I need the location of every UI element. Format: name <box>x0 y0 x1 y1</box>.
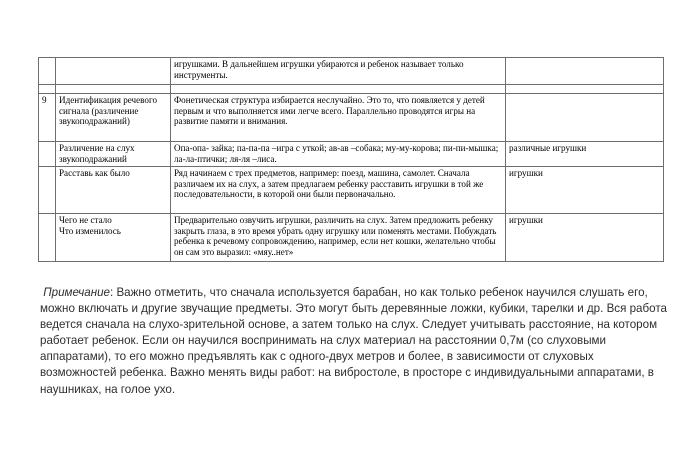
table-row <box>39 85 664 94</box>
note-label: Примечание <box>43 286 110 299</box>
row-number <box>39 214 56 262</box>
lesson-table <box>38 57 664 262</box>
exercise-name <box>56 85 171 94</box>
exercise-description: Ряд начинаем с трех предметов, например: поезд, машина, самолет. Сначала различаем их на слух, а затем предлагаем ребенку расставить игрушки в той же последовательности, в которой они были первоначально. <box>171 167 506 214</box>
exercise-materials: различные игрушки <box>506 142 664 167</box>
exercise-name: Чего не стало Что изменилось <box>56 214 171 262</box>
row-number <box>39 58 56 85</box>
exercise-materials <box>506 85 664 94</box>
row-number <box>39 167 56 214</box>
note-paragraph <box>40 285 672 398</box>
exercise-description <box>171 85 506 94</box>
row-number <box>39 142 56 167</box>
row-number <box>39 85 56 94</box>
table-row <box>39 58 664 85</box>
table-row <box>39 94 664 142</box>
exercise-description: Опа-опа- зайка; па-па-па –игра с уткой; ав-ав –собака; му-му-корова; пи-пи-мышка; ла-ла-птички; ля-ля –лиса. <box>171 142 506 167</box>
exercise-name: Идентификация речевого сигнала (различение звукоподражаний) <box>56 94 171 142</box>
table-row <box>39 214 664 262</box>
exercise-materials <box>506 58 664 85</box>
exercise-name: Различение на слух звукоподражаний <box>56 142 171 167</box>
exercise-materials <box>506 94 664 142</box>
exercise-name <box>56 58 171 85</box>
exercise-name: Расставь как было <box>56 167 171 214</box>
exercise-materials: игрушки <box>506 167 664 214</box>
table-row <box>39 167 664 214</box>
row-number: 9 <box>39 94 56 142</box>
exercise-materials: игрушки <box>506 214 664 262</box>
exercise-description: игрушками. В дальнейшем игрушки убираются и ребенок называет только инструменты. <box>171 58 506 85</box>
exercise-description: Фонетическая структура избирается неслучайно. Это то, что появляется у детей первым и что выполняется ими легче всего. Параллельно проводятся игры на развитие памяти и внимания. <box>171 94 506 142</box>
exercise-description: Предварительно озвучить игрушки, различить на слух. Затем предложить ребенку закрыть глаза, в это время убрать одну игрушку или поменять местами. Побуждать ребенка к речевому сопровождению, например, если нет кошки, желательно чтобы он сам это выразил: «мяу..нет» <box>171 214 506 262</box>
table-row <box>39 142 664 167</box>
note-text: : Важно отметить, что сначала используется барабан, но как только ребенок научился слушать его, можно включать и другие звучащие предметы. Это могут быть деревянные ложки, кубики, тарелки и др. Вся работа ведется сначала на слухо-зрительной основе, а затем только на слух. Следует учитывать расстояние, на котором работает ребенок. Если он научился воспринимать на слух материал на расстоянии 0,7м (со слуховыми аппаратами), то его можно предъявлять как с одного-двух метров и более, в зависимости от слуховых возможностей ребенка. Важно менять виды работ: на вибростоле, в просторе с индивидуальными аппаратами, в наушниках, на голое ухо. <box>40 286 667 396</box>
